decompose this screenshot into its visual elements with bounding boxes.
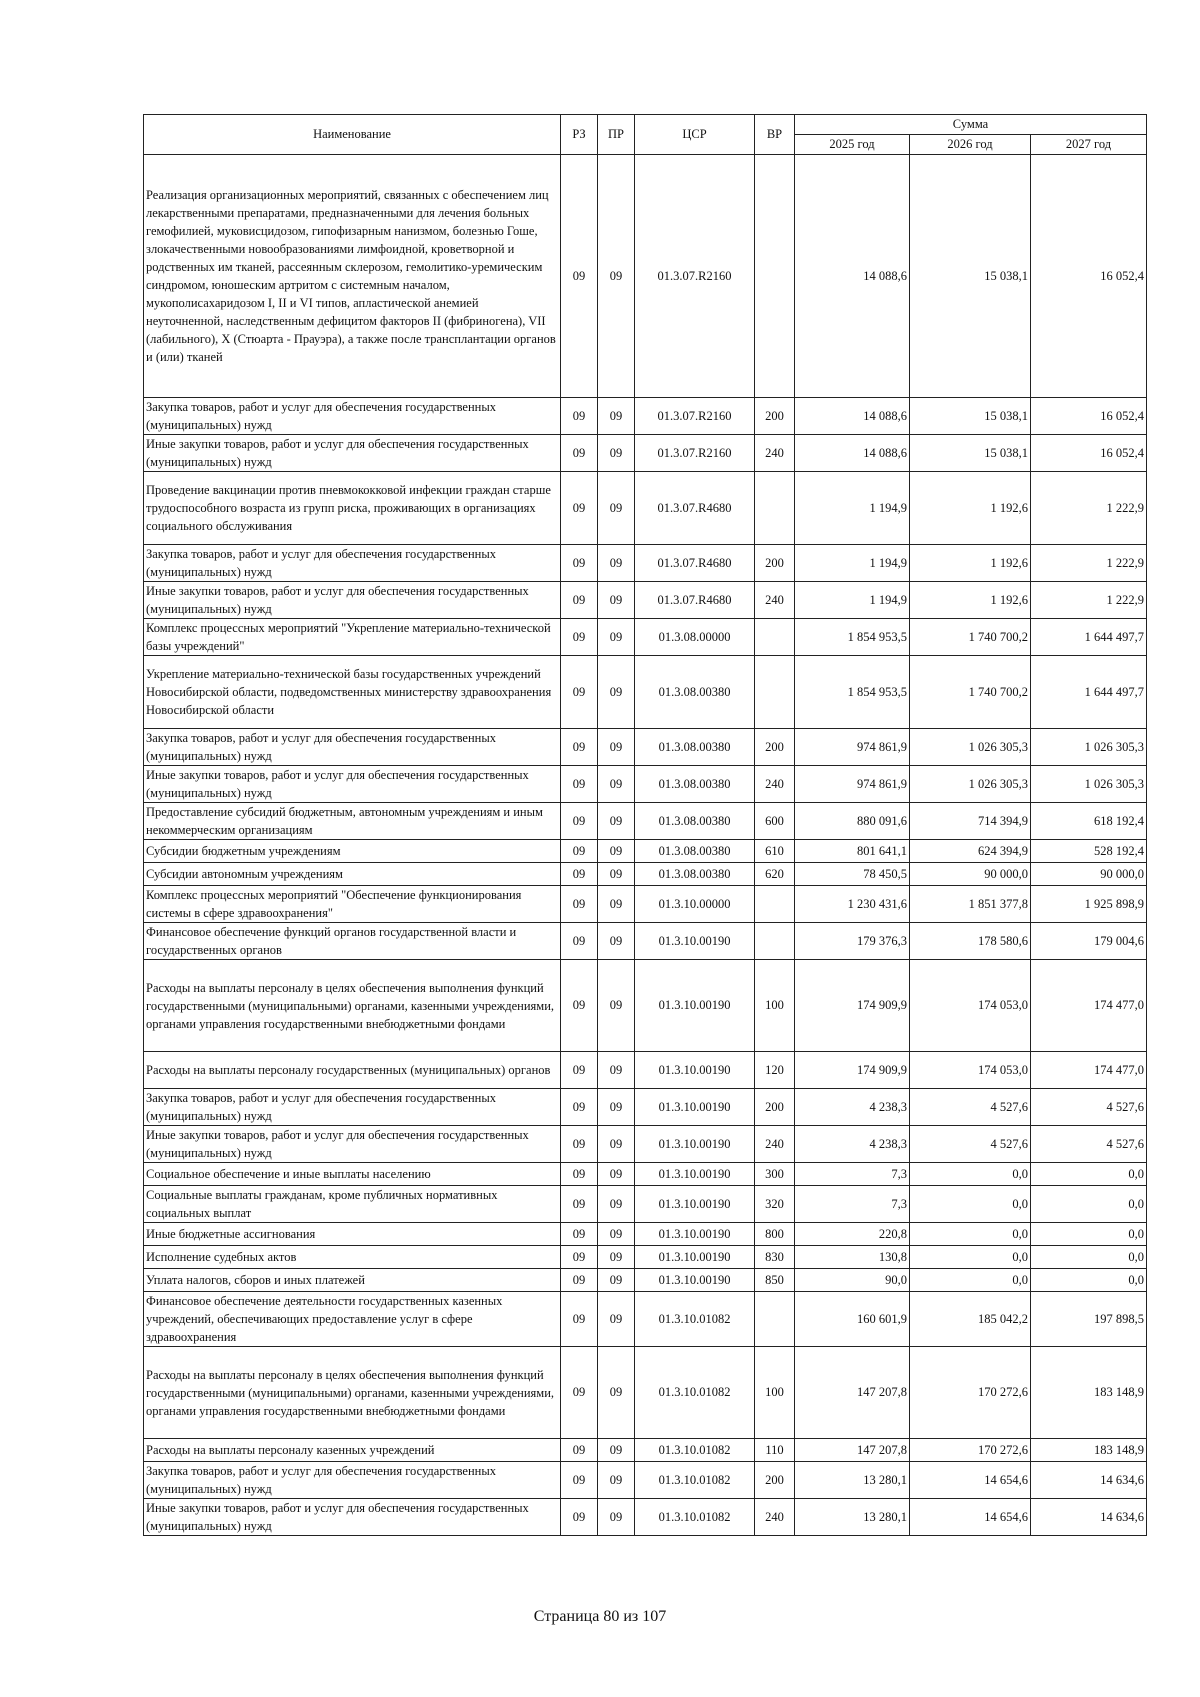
cell-vr: 200 (755, 398, 795, 435)
cell-pr: 09 (598, 1126, 635, 1163)
table-row (144, 1499, 1147, 1536)
cell-sum-2027: 1 222,9 (1031, 582, 1147, 619)
cell-rz: 09 (561, 863, 598, 886)
cell-vr: 120 (755, 1052, 795, 1089)
cell-name: Субсидии автономным учреждениям (144, 863, 561, 886)
cell-vr: 240 (755, 582, 795, 619)
cell-rz: 09 (561, 656, 598, 729)
cell-sum-2026: 174 053,0 (910, 1052, 1031, 1089)
cell-csr: 01.3.10.00000 (635, 886, 755, 923)
cell-sum-2025: 14 088,6 (795, 398, 910, 435)
cell-rz: 09 (561, 1186, 598, 1223)
cell-sum-2027: 1 644 497,7 (1031, 619, 1147, 656)
cell-name: Комплекс процессных мероприятий "Обеспечение функционирования системы в сфере здравоохранения" (144, 886, 561, 923)
cell-sum-2027: 179 004,6 (1031, 923, 1147, 960)
cell-csr: 01.3.07.R2160 (635, 155, 755, 398)
cell-vr: 200 (755, 1462, 795, 1499)
table-row (144, 803, 1147, 840)
cell-rz: 09 (561, 1163, 598, 1186)
table-row (144, 1089, 1147, 1126)
cell-rz: 09 (561, 472, 598, 545)
cell-rz: 09 (561, 1246, 598, 1269)
cell-sum-2026: 174 053,0 (910, 960, 1031, 1052)
cell-pr: 09 (598, 1223, 635, 1246)
cell-csr: 01.3.10.00190 (635, 1246, 755, 1269)
table-row (144, 923, 1147, 960)
cell-pr: 09 (598, 545, 635, 582)
cell-sum-2026: 185 042,2 (910, 1292, 1031, 1347)
cell-name: Социальные выплаты гражданам, кроме публичных нормативных социальных выплат (144, 1186, 561, 1223)
cell-sum-2026: 14 654,6 (910, 1499, 1031, 1536)
table-row (144, 1186, 1147, 1223)
cell-pr: 09 (598, 1089, 635, 1126)
cell-rz: 09 (561, 1052, 598, 1089)
table-row (144, 582, 1147, 619)
cell-vr: 600 (755, 803, 795, 840)
cell-vr: 610 (755, 840, 795, 863)
table-row (144, 1347, 1147, 1439)
table-row (144, 1223, 1147, 1246)
cell-csr: 01.3.10.01082 (635, 1499, 755, 1536)
cell-name: Иные закупки товаров, работ и услуг для обеспечения государственных (муниципальных) нужд (144, 1126, 561, 1163)
cell-csr: 01.3.07.R4680 (635, 545, 755, 582)
cell-name: Субсидии бюджетным учреждениям (144, 840, 561, 863)
cell-rz: 09 (561, 803, 598, 840)
cell-csr: 01.3.08.00380 (635, 656, 755, 729)
cell-sum-2026: 1 192,6 (910, 472, 1031, 545)
cell-sum-2025: 4 238,3 (795, 1089, 910, 1126)
table-row (144, 960, 1147, 1052)
cell-sum-2027: 16 052,4 (1031, 155, 1147, 398)
cell-name: Закупка товаров, работ и услуг для обеспечения государственных (муниципальных) нужд (144, 729, 561, 766)
cell-name: Уплата налогов, сборов и иных платежей (144, 1269, 561, 1292)
cell-pr: 09 (598, 863, 635, 886)
cell-rz: 09 (561, 1089, 598, 1126)
cell-rz: 09 (561, 1269, 598, 1292)
cell-vr: 620 (755, 863, 795, 886)
cell-name: Иные закупки товаров, работ и услуг для обеспечения государственных (муниципальных) нужд (144, 582, 561, 619)
cell-sum-2026: 0,0 (910, 1223, 1031, 1246)
cell-pr: 09 (598, 729, 635, 766)
page-number: Страница 80 из 107 (533, 1608, 667, 1625)
header-csr: ЦСР (635, 115, 755, 155)
cell-csr: 01.3.08.00000 (635, 619, 755, 656)
cell-sum-2026: 1 192,6 (910, 545, 1031, 582)
cell-sum-2025: 130,8 (795, 1246, 910, 1269)
cell-sum-2025: 14 088,6 (795, 435, 910, 472)
table-header (144, 115, 1147, 155)
cell-vr: 110 (755, 1439, 795, 1462)
cell-pr: 09 (598, 1246, 635, 1269)
cell-csr: 01.3.07.R4680 (635, 582, 755, 619)
cell-rz: 09 (561, 155, 598, 398)
cell-csr: 01.3.08.00380 (635, 729, 755, 766)
table-row (144, 435, 1147, 472)
cell-vr: 100 (755, 1347, 795, 1439)
cell-rz: 09 (561, 1347, 598, 1439)
cell-pr: 09 (598, 656, 635, 729)
header-year-2027: 2027 год (1031, 135, 1147, 155)
cell-sum-2027: 14 634,6 (1031, 1499, 1147, 1536)
table-row (144, 656, 1147, 729)
cell-sum-2026: 1 026 305,3 (910, 729, 1031, 766)
header-vr: ВР (755, 115, 795, 155)
cell-rz: 09 (561, 729, 598, 766)
cell-sum-2026: 0,0 (910, 1186, 1031, 1223)
cell-sum-2025: 880 091,6 (795, 803, 910, 840)
cell-sum-2025: 90,0 (795, 1269, 910, 1292)
cell-csr: 01.3.10.00190 (635, 1186, 755, 1223)
cell-vr: 300 (755, 1163, 795, 1186)
cell-vr (755, 656, 795, 729)
cell-csr: 01.3.10.00190 (635, 1126, 755, 1163)
cell-sum-2027: 1 026 305,3 (1031, 766, 1147, 803)
cell-pr: 09 (598, 1347, 635, 1439)
cell-sum-2027: 174 477,0 (1031, 1052, 1147, 1089)
cell-vr (755, 1292, 795, 1347)
cell-sum-2027: 1 222,9 (1031, 545, 1147, 582)
cell-csr: 01.3.08.00380 (635, 766, 755, 803)
cell-sum-2025: 179 376,3 (795, 923, 910, 960)
cell-vr: 240 (755, 1126, 795, 1163)
cell-sum-2027: 0,0 (1031, 1186, 1147, 1223)
cell-sum-2027: 0,0 (1031, 1269, 1147, 1292)
header-pr: ПР (598, 115, 635, 155)
cell-sum-2027: 183 148,9 (1031, 1439, 1147, 1462)
cell-pr: 09 (598, 1499, 635, 1536)
table-row (144, 1439, 1147, 1462)
cell-rz: 09 (561, 1439, 598, 1462)
cell-name: Реализация организационных мероприятий, связанных с обеспечением лиц лекарственными препаратами, предназначенными для лечения больных гемофилией, муковисцидозом, гипофизарным нанизмом, болезнью Гоше, злокачественными новообразованиями лимфоидной, кроветворной и родственных им тканей, рассеянным склерозом, гемолитико-уремическим синдромом, юношеским артритом с системным началом, мукополисахаридозом I, II и VI типов, апластической анемией неуточненной, наследственным дефицитом факторов II (фибриногена), VII (лабильного), X (Стюарта - Прауэра), а также после трансплантации органов и (или) тканей (144, 155, 561, 398)
cell-pr: 09 (598, 435, 635, 472)
cell-sum-2027: 197 898,5 (1031, 1292, 1147, 1347)
cell-name: Расходы на выплаты персоналу в целях обеспечения выполнения функций государственными (муниципальными) органами, казенными учреждениями, органами управления государственными внебюджетными фондами (144, 960, 561, 1052)
cell-rz: 09 (561, 1292, 598, 1347)
header-year-2025: 2025 год (795, 135, 910, 155)
cell-name: Закупка товаров, работ и услуг для обеспечения государственных (муниципальных) нужд (144, 545, 561, 582)
cell-pr: 09 (598, 398, 635, 435)
cell-csr: 01.3.10.00190 (635, 1089, 755, 1126)
cell-vr: 800 (755, 1223, 795, 1246)
cell-vr (755, 155, 795, 398)
cell-sum-2026: 1 740 700,2 (910, 656, 1031, 729)
cell-sum-2025: 1 854 953,5 (795, 656, 910, 729)
cell-rz: 09 (561, 398, 598, 435)
cell-sum-2027: 0,0 (1031, 1246, 1147, 1269)
header-name: Наименование (144, 115, 561, 155)
cell-sum-2026: 15 038,1 (910, 435, 1031, 472)
cell-csr: 01.3.10.00190 (635, 923, 755, 960)
cell-sum-2025: 7,3 (795, 1163, 910, 1186)
cell-sum-2027: 4 527,6 (1031, 1126, 1147, 1163)
cell-vr: 850 (755, 1269, 795, 1292)
cell-sum-2025: 14 088,6 (795, 155, 910, 398)
cell-rz: 09 (561, 766, 598, 803)
cell-name: Расходы на выплаты персоналу в целях обеспечения выполнения функций государственными (муниципальными) органами, казенными учреждениями, органами управления государственными внебюджетными фондами (144, 1347, 561, 1439)
table-row (144, 398, 1147, 435)
table-row (144, 1292, 1147, 1347)
cell-sum-2026: 4 527,6 (910, 1126, 1031, 1163)
cell-csr: 01.3.10.00190 (635, 1269, 755, 1292)
cell-csr: 01.3.10.01082 (635, 1292, 755, 1347)
cell-csr: 01.3.08.00380 (635, 803, 755, 840)
cell-sum-2027: 1 925 898,9 (1031, 886, 1147, 923)
cell-sum-2027: 618 192,4 (1031, 803, 1147, 840)
cell-rz: 09 (561, 582, 598, 619)
table-row (144, 1126, 1147, 1163)
table-row (144, 1052, 1147, 1089)
cell-sum-2027: 90 000,0 (1031, 863, 1147, 886)
cell-sum-2025: 1 230 431,6 (795, 886, 910, 923)
cell-sum-2025: 220,8 (795, 1223, 910, 1246)
table-row (144, 472, 1147, 545)
cell-rz: 09 (561, 1462, 598, 1499)
cell-sum-2027: 528 192,4 (1031, 840, 1147, 863)
cell-vr: 200 (755, 729, 795, 766)
cell-sum-2025: 174 909,9 (795, 960, 910, 1052)
cell-csr: 01.3.10.01082 (635, 1462, 755, 1499)
cell-csr: 01.3.10.00190 (635, 1223, 755, 1246)
table-row (144, 840, 1147, 863)
table-row (144, 1163, 1147, 1186)
cell-sum-2025: 13 280,1 (795, 1499, 910, 1536)
cell-sum-2027: 16 052,4 (1031, 398, 1147, 435)
cell-sum-2026: 0,0 (910, 1269, 1031, 1292)
cell-name: Социальное обеспечение и иные выплаты населению (144, 1163, 561, 1186)
cell-sum-2026: 4 527,6 (910, 1089, 1031, 1126)
cell-name: Финансовое обеспечение функций органов государственной власти и государственных органов (144, 923, 561, 960)
cell-name: Иные закупки товаров, работ и услуг для обеспечения государственных (муниципальных) нужд (144, 766, 561, 803)
cell-vr (755, 619, 795, 656)
cell-sum-2027: 1 644 497,7 (1031, 656, 1147, 729)
cell-sum-2026: 0,0 (910, 1163, 1031, 1186)
cell-sum-2026: 1 740 700,2 (910, 619, 1031, 656)
cell-vr (755, 886, 795, 923)
header-rz: РЗ (561, 115, 598, 155)
cell-sum-2027: 0,0 (1031, 1223, 1147, 1246)
cell-sum-2025: 78 450,5 (795, 863, 910, 886)
cell-pr: 09 (598, 1269, 635, 1292)
cell-vr (755, 923, 795, 960)
cell-sum-2027: 1 026 305,3 (1031, 729, 1147, 766)
cell-vr: 240 (755, 766, 795, 803)
table-row (144, 1246, 1147, 1269)
cell-sum-2025: 1 194,9 (795, 472, 910, 545)
cell-name: Предоставление субсидий бюджетным, автономным учреждениям и иным некоммерческим организациям (144, 803, 561, 840)
cell-sum-2026: 170 272,6 (910, 1347, 1031, 1439)
header-year-2026: 2026 год (910, 135, 1031, 155)
table-row (144, 766, 1147, 803)
cell-sum-2025: 13 280,1 (795, 1462, 910, 1499)
cell-pr: 09 (598, 1439, 635, 1462)
cell-pr: 09 (598, 840, 635, 863)
cell-name: Закупка товаров, работ и услуг для обеспечения государственных (муниципальных) нужд (144, 398, 561, 435)
cell-sum-2026: 1 851 377,8 (910, 886, 1031, 923)
table-row (144, 1462, 1147, 1499)
cell-rz: 09 (561, 545, 598, 582)
cell-name: Иные бюджетные ассигнования (144, 1223, 561, 1246)
cell-pr: 09 (598, 1462, 635, 1499)
table-row (144, 729, 1147, 766)
cell-pr: 09 (598, 886, 635, 923)
cell-sum-2025: 147 207,8 (795, 1439, 910, 1462)
table-body (144, 155, 1147, 1536)
cell-pr: 09 (598, 155, 635, 398)
cell-csr: 01.3.10.01082 (635, 1439, 755, 1462)
table-row (144, 1269, 1147, 1292)
cell-sum-2025: 801 641,1 (795, 840, 910, 863)
cell-name: Иные закупки товаров, работ и услуг для обеспечения государственных (муниципальных) нужд (144, 435, 561, 472)
cell-rz: 09 (561, 840, 598, 863)
cell-rz: 09 (561, 960, 598, 1052)
cell-sum-2027: 183 148,9 (1031, 1347, 1147, 1439)
cell-sum-2026: 15 038,1 (910, 155, 1031, 398)
table-row (144, 545, 1147, 582)
cell-name: Расходы на выплаты персоналу казенных учреждений (144, 1439, 561, 1462)
cell-vr: 100 (755, 960, 795, 1052)
cell-sum-2027: 0,0 (1031, 1163, 1147, 1186)
cell-pr: 09 (598, 619, 635, 656)
cell-rz: 09 (561, 1223, 598, 1246)
cell-pr: 09 (598, 803, 635, 840)
cell-sum-2026: 178 580,6 (910, 923, 1031, 960)
cell-name: Комплекс процессных мероприятий "Укрепление материально-технической базы учреждений" (144, 619, 561, 656)
cell-sum-2027: 4 527,6 (1031, 1089, 1147, 1126)
cell-sum-2026: 714 394,9 (910, 803, 1031, 840)
cell-sum-2025: 1 194,9 (795, 582, 910, 619)
cell-name: Иные закупки товаров, работ и услуг для обеспечения государственных (муниципальных) нужд (144, 1499, 561, 1536)
cell-csr: 01.3.10.00190 (635, 960, 755, 1052)
cell-sum-2025: 4 238,3 (795, 1126, 910, 1163)
cell-sum-2026: 1 026 305,3 (910, 766, 1031, 803)
cell-rz: 09 (561, 1126, 598, 1163)
table-row (144, 886, 1147, 923)
cell-name: Расходы на выплаты персоналу государственных (муниципальных) органов (144, 1052, 561, 1089)
cell-sum-2025: 147 207,8 (795, 1347, 910, 1439)
cell-pr: 09 (598, 472, 635, 545)
cell-vr (755, 472, 795, 545)
header-sum: Сумма (795, 115, 1147, 135)
table-row (144, 863, 1147, 886)
cell-vr: 240 (755, 1499, 795, 1536)
cell-csr: 01.3.07.R4680 (635, 472, 755, 545)
cell-pr: 09 (598, 1292, 635, 1347)
cell-rz: 09 (561, 923, 598, 960)
cell-rz: 09 (561, 619, 598, 656)
cell-pr: 09 (598, 1186, 635, 1223)
cell-name: Укрепление материально-технической базы государственных учреждений Новосибирской области, подведомственных министерству здравоохранения Новосибирской области (144, 656, 561, 729)
cell-name: Закупка товаров, работ и услуг для обеспечения государственных (муниципальных) нужд (144, 1462, 561, 1499)
cell-rz: 09 (561, 1499, 598, 1536)
cell-sum-2027: 174 477,0 (1031, 960, 1147, 1052)
budget-table (143, 114, 1147, 1536)
cell-csr: 01.3.07.R2160 (635, 398, 755, 435)
cell-vr: 320 (755, 1186, 795, 1223)
cell-sum-2026: 15 038,1 (910, 398, 1031, 435)
cell-csr: 01.3.10.01082 (635, 1347, 755, 1439)
table-row (144, 155, 1147, 398)
cell-name: Закупка товаров, работ и услуг для обеспечения государственных (муниципальных) нужд (144, 1089, 561, 1126)
cell-pr: 09 (598, 1052, 635, 1089)
cell-vr: 240 (755, 435, 795, 472)
cell-name: Финансовое обеспечение деятельности государственных казенных учреждений, обеспечивающих предоставление услуг в сфере здравоохранения (144, 1292, 561, 1347)
cell-sum-2026: 1 192,6 (910, 582, 1031, 619)
cell-sum-2026: 0,0 (910, 1246, 1031, 1269)
cell-sum-2025: 160 601,9 (795, 1292, 910, 1347)
cell-csr: 01.3.10.00190 (635, 1052, 755, 1089)
cell-rz: 09 (561, 886, 598, 923)
cell-name: Исполнение судебных актов (144, 1246, 561, 1269)
cell-vr: 200 (755, 545, 795, 582)
cell-sum-2025: 974 861,9 (795, 766, 910, 803)
cell-vr: 200 (755, 1089, 795, 1126)
cell-csr: 01.3.10.00190 (635, 1163, 755, 1186)
cell-csr: 01.3.07.R2160 (635, 435, 755, 472)
cell-sum-2027: 1 222,9 (1031, 472, 1147, 545)
cell-csr: 01.3.08.00380 (635, 840, 755, 863)
cell-vr: 830 (755, 1246, 795, 1269)
cell-sum-2026: 14 654,6 (910, 1462, 1031, 1499)
cell-sum-2027: 16 052,4 (1031, 435, 1147, 472)
cell-sum-2026: 624 394,9 (910, 840, 1031, 863)
cell-name: Проведение вакцинации против пневмококковой инфекции граждан старше трудоспособного возраста из групп риска, проживающих в организациях социального обслуживания (144, 472, 561, 545)
cell-sum-2026: 90 000,0 (910, 863, 1031, 886)
cell-rz: 09 (561, 435, 598, 472)
cell-sum-2025: 7,3 (795, 1186, 910, 1223)
cell-sum-2025: 1 194,9 (795, 545, 910, 582)
cell-sum-2025: 1 854 953,5 (795, 619, 910, 656)
cell-pr: 09 (598, 960, 635, 1052)
cell-sum-2025: 974 861,9 (795, 729, 910, 766)
cell-sum-2026: 170 272,6 (910, 1439, 1031, 1462)
cell-csr: 01.3.08.00380 (635, 863, 755, 886)
cell-sum-2027: 14 634,6 (1031, 1462, 1147, 1499)
table-row (144, 619, 1147, 656)
cell-pr: 09 (598, 1163, 635, 1186)
cell-pr: 09 (598, 582, 635, 619)
cell-pr: 09 (598, 923, 635, 960)
cell-pr: 09 (598, 766, 635, 803)
cell-sum-2025: 174 909,9 (795, 1052, 910, 1089)
